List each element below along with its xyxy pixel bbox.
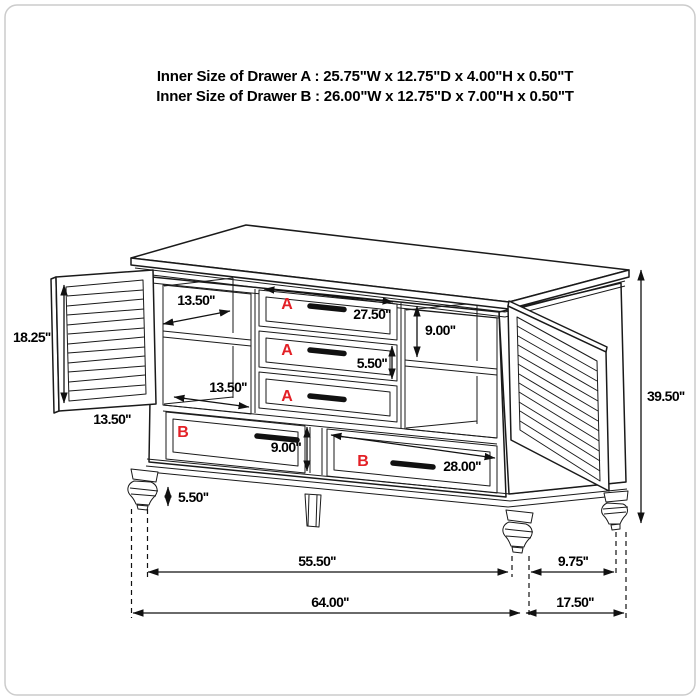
center-support-leg (305, 494, 321, 527)
dim-side-leg-span (531, 553, 614, 572)
rear-right-leg-tip (611, 524, 620, 530)
drawer-b-left-letter: B (177, 424, 189, 441)
drawer-a2-letter: A (281, 342, 293, 359)
front-left-leg-turning (128, 481, 157, 505)
dim-drawer-a-width-label: 27.50'' (353, 306, 391, 322)
front-left-leg-cap (131, 469, 158, 482)
dim-overall-depth-label: 17.50'' (556, 594, 594, 610)
rear-right-leg-cap (604, 491, 628, 502)
rear-right-leg (602, 491, 628, 530)
dim-side-leg-span-label: 9.75'' (557, 553, 589, 569)
drawer-b-right-letter: B (357, 453, 369, 470)
drawer-a-inner-size-text: Inner Size of Drawer A : 25.75"W x 12.75"D x 4.00"H x 0.50"T (156, 68, 574, 85)
dim-overall-width (133, 594, 520, 613)
center-leg-post (305, 494, 321, 527)
dim-overall-depth (526, 594, 624, 613)
drawer-a1-letter: A (281, 296, 293, 313)
drawer-b-inner-size-text: Inner Size of Drawer B : 26.00"W x 12.75"D x 7.00"H x 0.50"T (156, 88, 574, 105)
header (156, 68, 574, 105)
dim-overall-width-label: 64.00'' (311, 594, 349, 610)
dim-front-leg-span (148, 553, 508, 572)
dim-door-height-label: 18.25'' (13, 329, 51, 345)
dim-drawer-b-width-label: 28.00'' (443, 458, 481, 474)
dim-foot-height (168, 487, 209, 506)
drawer-a3-letter: A (281, 388, 293, 405)
dim-upper-compartment-height-label: 9.00'' (425, 322, 456, 338)
front-right-leg-turning (503, 522, 532, 547)
dim-door-width (93, 411, 131, 427)
front-right-leg (503, 510, 533, 553)
dim-overall-height (641, 270, 685, 523)
front-right-leg-cap (506, 510, 533, 523)
dim-overall-height-label: 39.50'' (647, 388, 685, 404)
dim-drawer-b-face-height-label: 9.00'' (270, 439, 301, 455)
front-left-leg (128, 469, 158, 510)
dim-opening-width-label: 13.50'' (209, 379, 247, 395)
dim-door-width-label: 13.50'' (93, 411, 131, 427)
projection-dashed-lines (132, 509, 627, 618)
left-door (51, 270, 156, 413)
drawer-a1-handle (310, 306, 344, 310)
dim-foot-height-label: 5.50'' (178, 489, 209, 505)
front-left-leg-tip (137, 505, 148, 510)
dim-drawer-a-face-height-label: 5.50'' (356, 355, 387, 371)
drawer-a2-handle (310, 350, 344, 354)
dim-shelf-depth-label: 13.50'' (177, 292, 215, 308)
front-right-leg-tip (512, 547, 523, 553)
drawer-a3-handle (310, 396, 344, 400)
dim-front-leg-span-label: 55.50'' (298, 553, 336, 569)
